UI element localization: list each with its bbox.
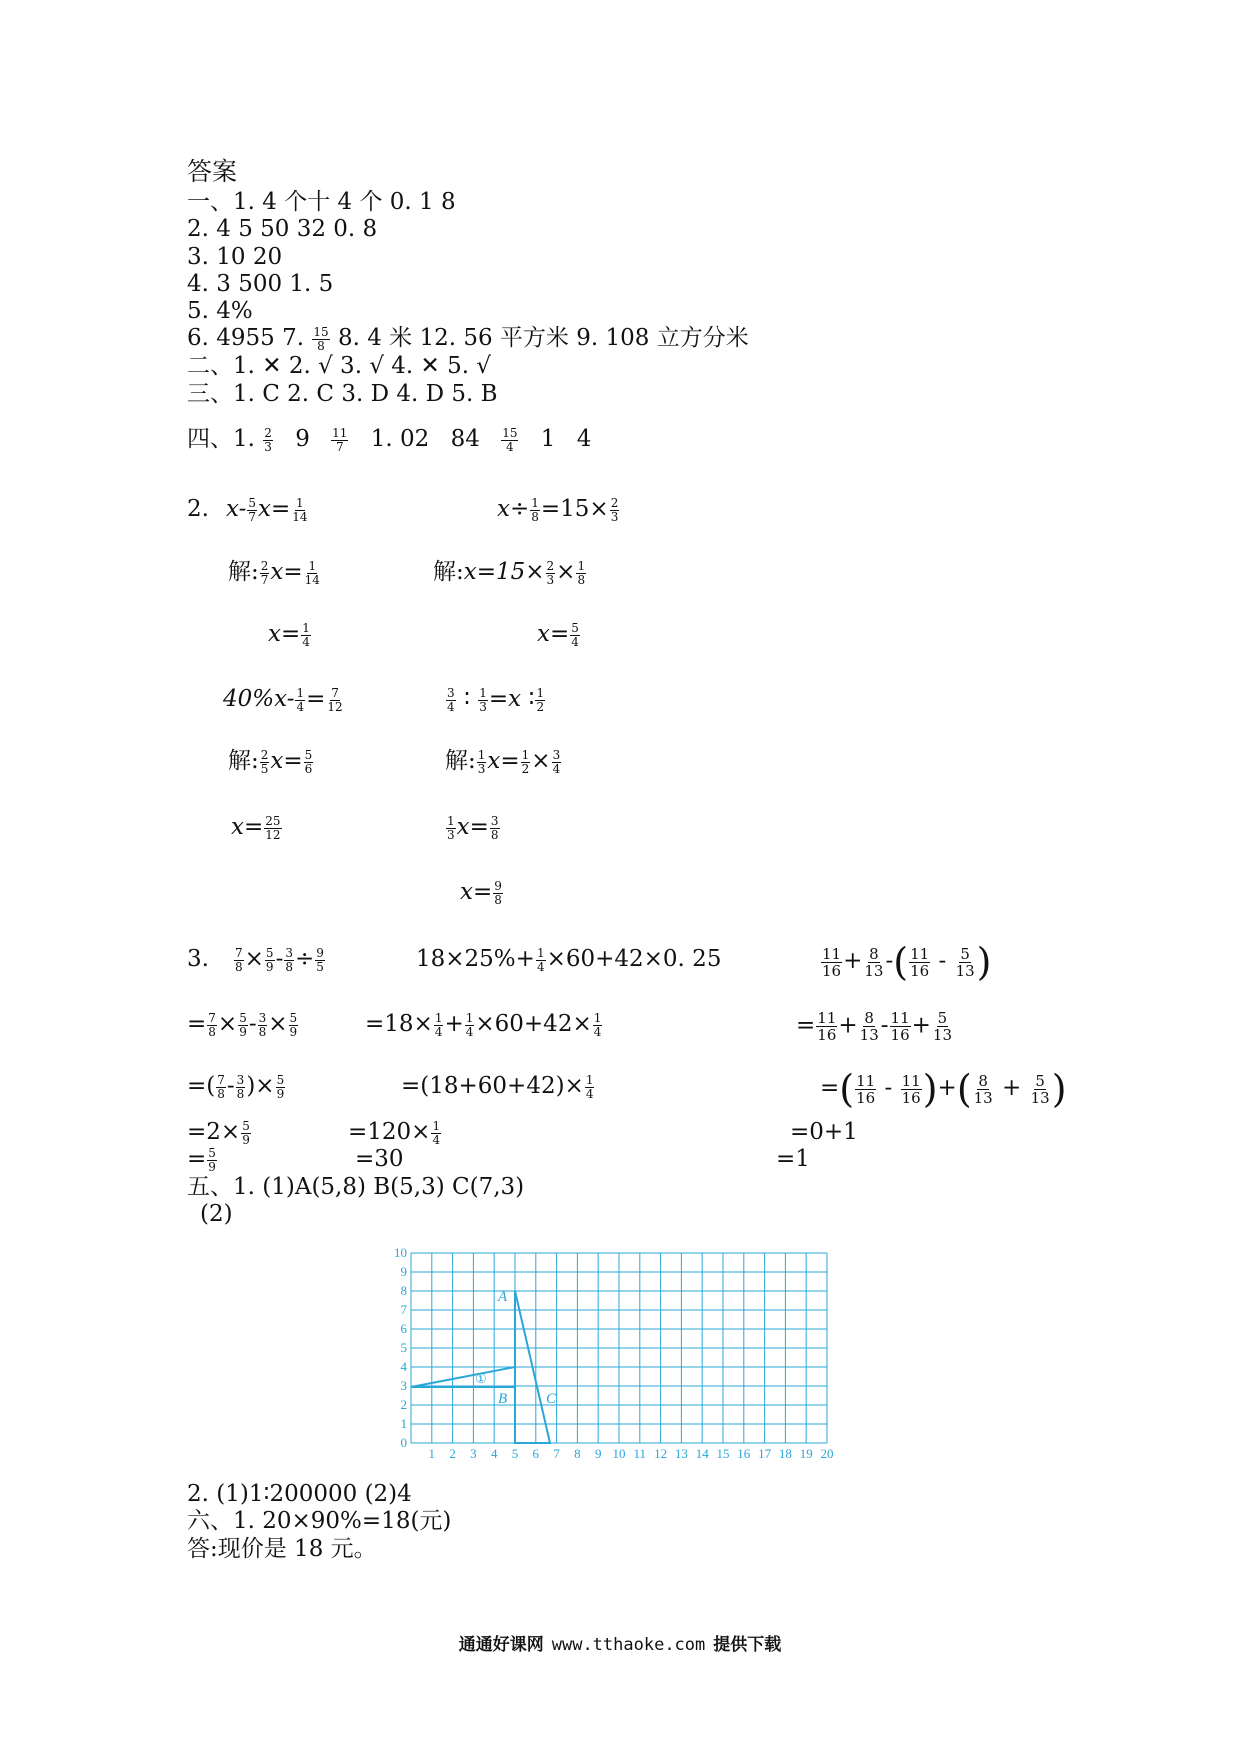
fraction: $\frac{15}{8}$ [313,324,329,353]
answer-1-6: 6. 4955 7. $\frac{15}{8}$ 8. 4 米 12. 56 平方米 9. 108 立方分米 [187,324,749,353]
calc-col2-1: 18×25%+ $\frac{1}{4}$ ×60+42×0. 25 [416,945,722,974]
q2-label: 2. [187,496,209,522]
answer-1-1: 一、1. 4 个十 4 个 0. 1 8 [187,189,456,215]
calc-col1-3: =( $\frac{7}{8}$ - $\frac{3}{8}$ )× $\frac{5}{9}$ [187,1072,285,1101]
x-tick-label: 10 [612,1446,626,1461]
x-tick-label: 12 [654,1446,668,1461]
y-tick-label: 8 [400,1283,407,1298]
y-tick-label: 10 [394,1245,407,1260]
footer-url[interactable]: www.tthaoke.com [551,1635,706,1655]
calc-col2-5: =30 [355,1146,404,1172]
calc-col2-3: =(18+60+42)× $\frac{1}{4}$ [401,1072,594,1101]
footer-download: 提供下载 [713,1635,782,1655]
equation-a6: x= $\frac{25}{12}$ [231,813,281,842]
x-tick-label: 13 [674,1446,688,1461]
grid-lines [411,1253,827,1443]
y-tick-label: 1 [400,1416,407,1431]
x-tick-label: 6 [532,1446,540,1461]
coordinate-grid [390,1235,850,1475]
equation-b3: x= $\frac{5}{4}$ [537,620,579,649]
page-title: 答案 [187,157,238,186]
x-tick-label: 5 [511,1446,519,1461]
y-tick-label: 4 [400,1359,407,1374]
x-tick-label: 7 [553,1446,560,1461]
equation-b1: x÷ $\frac{1}{8}$ =15× $\frac{2}{3}$ [497,495,619,524]
equation-b7: x= $\frac{9}{8}$ [460,878,502,907]
y-tick-label: 5 [400,1340,407,1355]
x-tick-label: 8 [574,1446,581,1461]
answer-1-2: 2. 4 5 50 32 0. 8 [187,216,378,242]
answer-1-5: 5. 4% [187,298,253,324]
point-b-label: B [498,1391,508,1407]
answer-6-2: 答:现价是 18 元。 [187,1536,377,1562]
equation-a4: 40%x- $\frac{1}{4}$ = $\frac{7}{12}$ [223,685,343,714]
answer-1-4: 4. 3 500 1. 5 [187,271,334,297]
y-tick-label: 6 [400,1321,407,1336]
calc-col1-1: $\frac{7}{8}$ × $\frac{5}{9}$ - $\frac{3}{8}$ ÷ $\frac{9}{5}$ [235,945,324,974]
x-tick-label: 18 [778,1446,792,1461]
answer-3: 三、1. C 2. C 3. D 4. D 5. B [187,381,498,407]
equation-b2: 解:x=15× $\frac{2}{3}$ × $\frac{1}{8}$ [433,558,586,587]
equation-b4: $\frac{3}{4}$ ∶ $\frac{1}{3}$ =x ∶ $\frac{1}{2}$ [447,685,545,714]
x-axis-ticks [429,1446,834,1461]
calc-col1-2: = $\frac{7}{8}$ × $\frac{5}{9}$ - $\frac{3}{8}$ × $\frac{5}{9}$ [187,1010,298,1039]
answer-2: 二、1. ✕ 2. √ 3. √ 4. ✕ 5. √ [187,353,492,379]
calc-col3-5: =1 [776,1146,810,1172]
triangle-1 [411,1367,515,1387]
equation-a1: x- $\frac{5}{7}$ x= $\frac{1}{14}$ [226,495,308,524]
y-tick-label: 7 [400,1302,407,1317]
calc-col3-4: =0+1 [790,1119,858,1145]
shape-1-label: ① [475,1371,487,1386]
answer-5-3: 2. (1)1∶200000 (2)4 [187,1481,412,1507]
x-tick-label: 3 [470,1446,477,1461]
equation-a2: 解: $\frac{2}{7}$ x= $\frac{1}{14}$ [228,558,320,587]
calc-col3-3: =( $\frac{11}{16}$ - $\frac{11}{16}$ )+( $\frac{8}{13}$ + $\frac{5}{13}$ ) [820,1067,1067,1111]
point-c-label: C [546,1391,557,1407]
answer-6-1: 六、1. 20×90%=18(元) [187,1508,452,1534]
y-tick-label: 9 [400,1264,407,1279]
y-tick-label: 3 [400,1378,407,1393]
equation-b6: $\frac{1}{3}$ x= $\frac{3}{8}$ [447,813,499,842]
calc-col1-5: = $\frac{5}{9}$ [187,1145,216,1174]
equation-a5: 解: $\frac{2}{5}$ x= $\frac{5}{6}$ [228,747,313,776]
equation-a3: x= $\frac{1}{4}$ [268,620,310,649]
x-tick-label: 4 [490,1446,498,1461]
x-tick-label: 14 [695,1446,709,1461]
y-axis-ticks [394,1245,408,1450]
calc-col1-4: =2× $\frac{5}{9}$ [187,1118,250,1147]
q3-label: 3. [187,946,209,972]
calc-col3-2: = $\frac{11}{16}$ + $\frac{8}{13}$ - $\frac{11}{16}$ + $\frac{5}{13}$ [796,1009,952,1044]
y-tick-label: 0 [400,1435,407,1450]
footer [0,1630,1240,1655]
answer-1-3: 3. 10 20 [187,244,283,270]
footer-site-name: 通通好课网 [458,1635,544,1655]
x-tick-label: 19 [799,1446,813,1461]
x-tick-label: 20 [820,1446,834,1461]
point-a-label: A [498,1289,508,1305]
answer-5-2: (2) [200,1201,233,1227]
calc-col3-1: $\frac{11}{16}$ + $\frac{8}{13}$ -( $\frac{11}{16}$ - $\frac{5}{13}$ ) [822,940,992,984]
calc-col2-4: =120× $\frac{1}{4}$ [348,1118,441,1147]
x-tick-label: 17 [758,1446,772,1461]
equation-b5: 解: $\frac{1}{3}$ x= $\frac{1}{2}$ × $\frac{3}{4}$ [445,747,561,776]
x-tick-label: 2 [449,1446,456,1461]
answer-4-1: 四、1. $\frac{2}{3}$ 9 $\frac{11}{7}$ 1. 02 84 $\frac{15}{4}$ 1 4 [187,425,592,454]
x-tick-label: 11 [633,1446,647,1461]
answer-5-1: 五、1. (1)A(5,8) B(5,3) C(7,3) [187,1174,525,1200]
y-tick-label: 2 [400,1397,407,1412]
calc-col2-2: =18× $\frac{1}{4}$ + $\frac{1}{4}$ ×60+42× $\frac{1}{4}$ [365,1010,602,1039]
x-tick-label: 15 [716,1446,730,1461]
x-tick-label: 9 [594,1446,602,1461]
x-tick-label: 16 [737,1446,751,1461]
x-tick-label: 1 [428,1446,436,1461]
